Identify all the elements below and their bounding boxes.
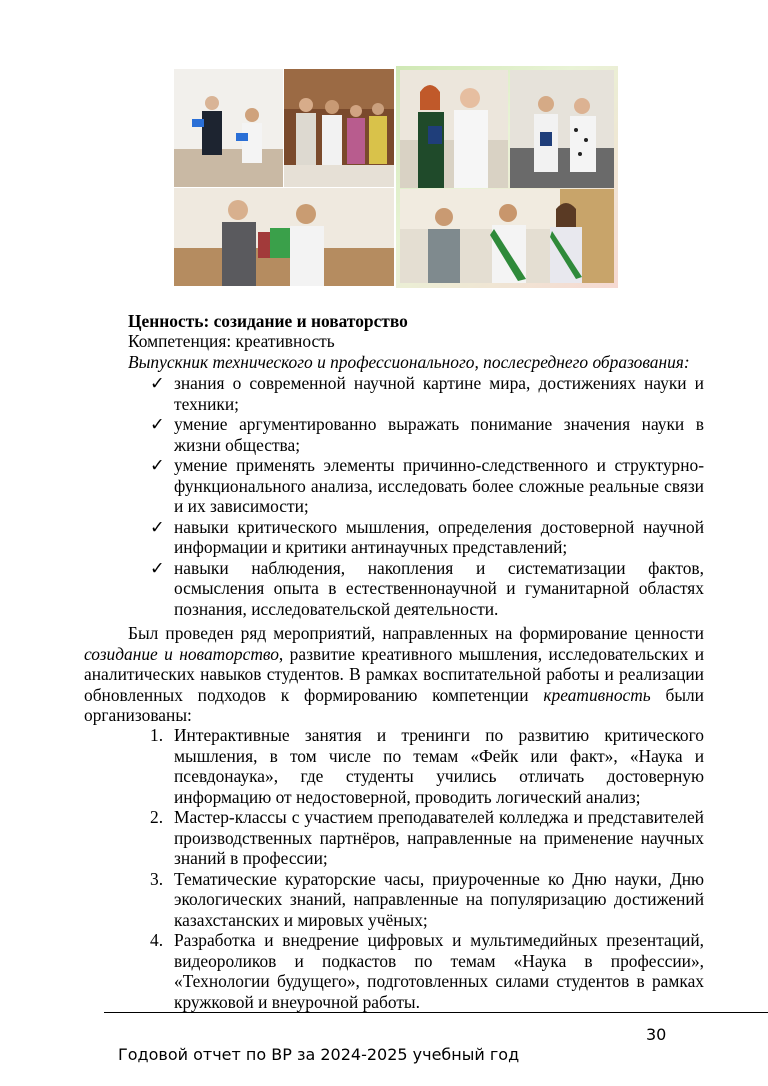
- check-icon: ✓: [150, 373, 165, 393]
- competence-line: Компетенция: креативность: [128, 331, 335, 351]
- photo-audience: [284, 69, 394, 187]
- footer-text: Годовой отчет по ВР за 2024-2025 учебный год: [118, 1045, 520, 1064]
- skills-checklist: [150, 373, 704, 619]
- photo-speech: [174, 69, 283, 187]
- page-number: 30: [646, 1025, 667, 1044]
- photo-diploma: [400, 70, 508, 188]
- list-item: 2. Мастер-классы с участием преподавателей колледжа и представителей производственных партнёров, направленные на применение научных знаний в профессии;: [150, 807, 704, 868]
- events-list: [150, 725, 704, 1012]
- body-paragraph: Был проведен ряд мероприятий, направленных на формирование ценности созидание и новаторство, развитие креативного мышления, исследовательских и аналитических навыков студентов. В рамках воспитательной работы и реализации обновленных подходов к формированию компетенции креативность были организованы:: [84, 623, 704, 725]
- check-icon: ✓: [150, 414, 165, 434]
- list-item: 1. Интерактивные занятия и тренинги по развитию критического мышления, в том числе по темам «Фейк или факт», «Наука и псевдонаука», где студенты учились отличать достоверную информацию от недостоверной, проводить логический анализ;: [150, 725, 704, 807]
- photo-ribbons: [400, 189, 614, 283]
- list-item: 3. Тематические кураторские часы, приуроченные ко Дню науки, Дню экологических знаний, направленные на популяризацию достижений казахстанских и мировых учёных;: [150, 868, 704, 930]
- graduate-line: Выпускник технического и профессионального, послесреднего образования:: [128, 352, 690, 372]
- list-item: ✓ навыки наблюдения, накопления и систематизации фактов, осмысления опыта в естественнонаучной и гуманитарной областях познания, исследовательской деятельности.: [150, 557, 704, 619]
- footer-rule: [104, 1012, 768, 1013]
- list-item: 4. Разработка и внедрение цифровых и мультимедийных презентаций, видеороликов и подкастов по темам «Наука в профессии», «Технологии будущего», подготовленных силами студентов в рамках кружковой и внеурочной работы.: [150, 930, 704, 1012]
- photo-collage: [172, 66, 618, 288]
- check-icon: ✓: [150, 455, 165, 475]
- check-icon: ✓: [150, 516, 165, 537]
- value-heading: Ценность: созидание и новаторство: [128, 311, 408, 331]
- check-icon: ✓: [150, 557, 165, 578]
- photo-graduates: [510, 70, 614, 188]
- list-item: ✓ умение применять элементы причинно-следственного и структурно-функционального анализа, исследовать более сложные реальные связи и их зависимости;: [150, 455, 704, 516]
- list-item: ✓ навыки критического мышления, определения достоверной научной информации и критики антинаучных представлений;: [150, 516, 704, 557]
- list-item: ✓ умение аргументированно выражать понимание значения науки в жизни общества;: [150, 414, 704, 455]
- list-item: ✓ знания о современной научной картине мира, достижениях науки и техники;: [150, 373, 704, 414]
- photo-award: [174, 188, 394, 286]
